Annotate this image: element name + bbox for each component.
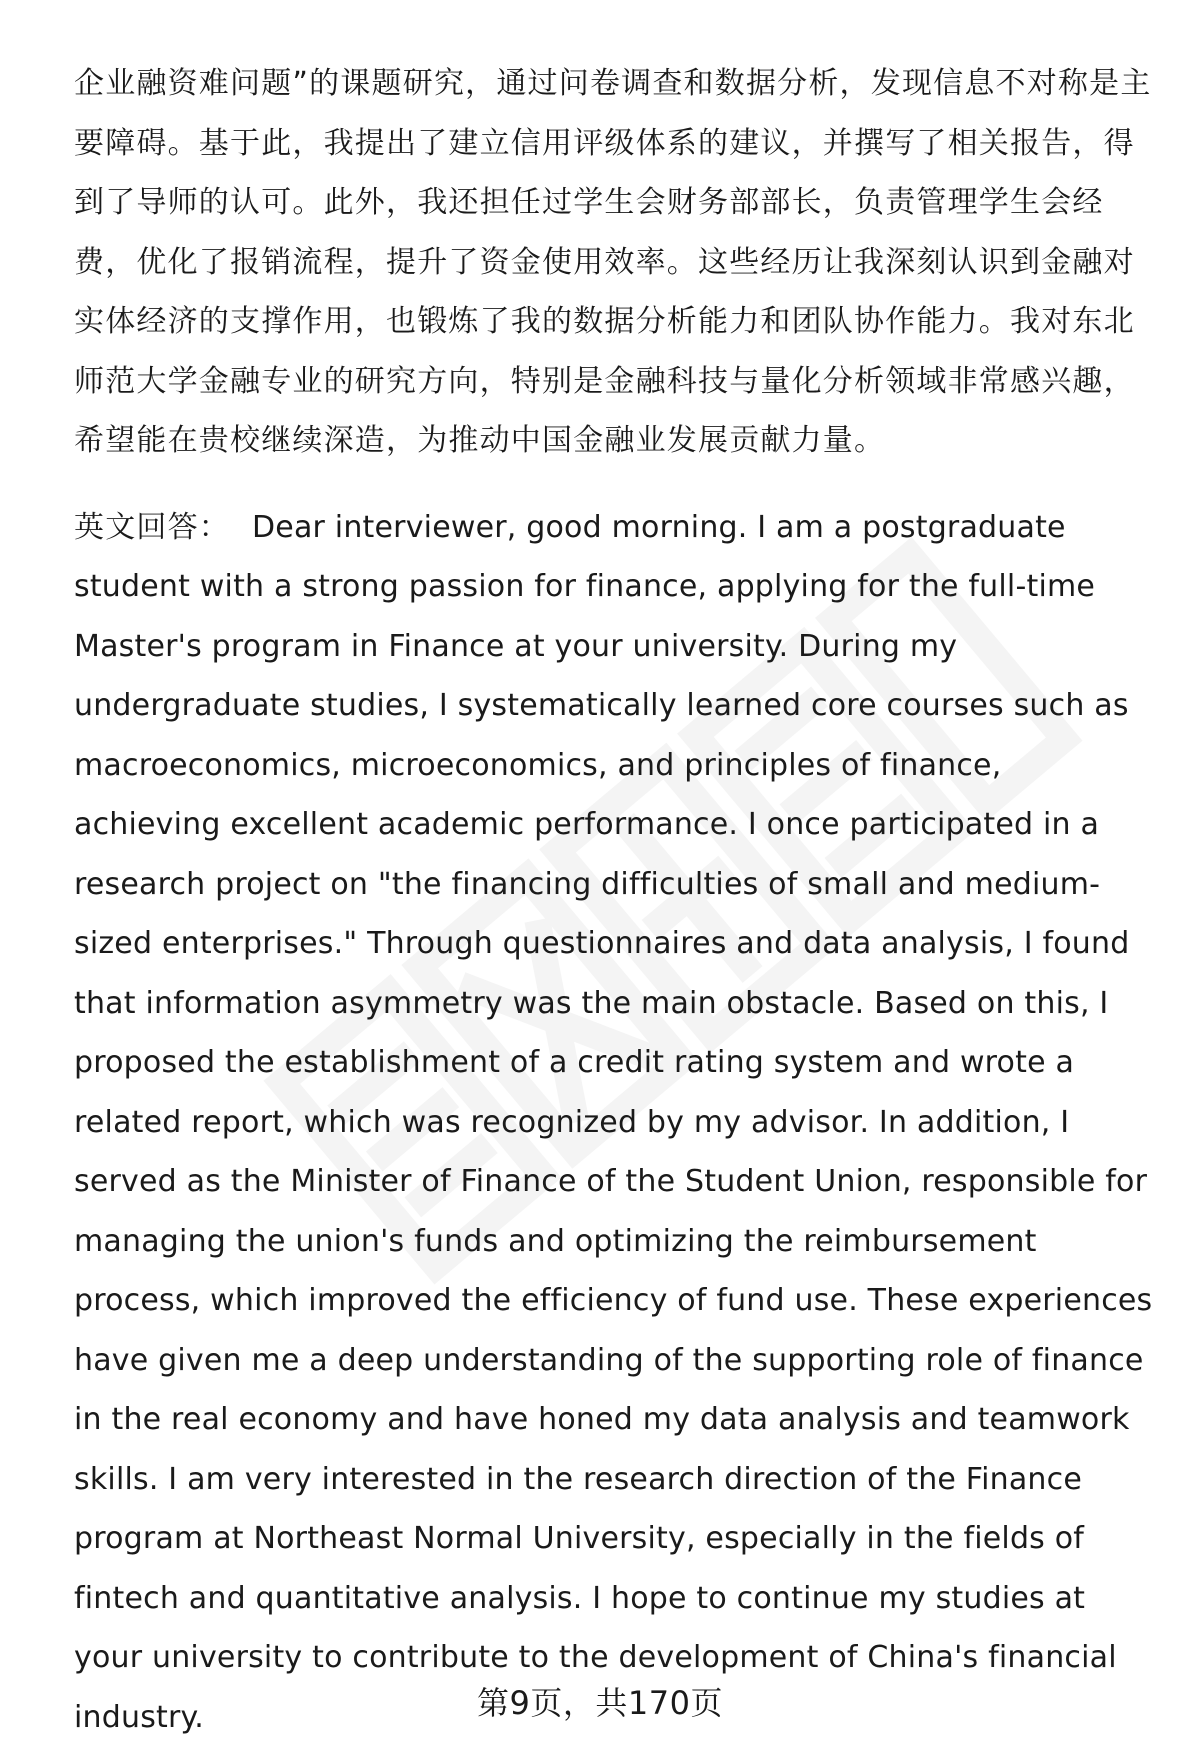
english-answer-label: 英文回答： (74, 509, 230, 545)
page-number-footer: 第9页，共170页 (477, 1684, 723, 1722)
document-page (74, 54, 1154, 1747)
english-answer-text: Dear interviewer, good morning. I am a postgraduate student with a strong passion for finance, applying for the full-time Master's program in Finance at your university. During my undergraduate studies, I systematically learned core courses such as macroeconomics, microeconomics, and principles of finance, achieving excellent academic performance. I once participated in a research project on "the financing difficulties of small and medium-sized enterprises." Through questionnaires and data analysis, I found that information asymmetry was the main obstacle. Based on this, I proposed the establishment of a credit rating system and wrote a related report, which was recognized by my advisor. In addition, I served as the Minister of Finance of the Student Union, responsible for managing the union's funds and optimizing the reimbursement process, which improved the efficiency of fund use. These experiences have given me a deep understanding of the supporting role of finance in the real economy and have honed my data analysis and teamwork skills. I am very interested in the research direction of the Finance program at Northeast Normal University, especially in the fields of fintech and quantitative analysis. I hope to continue my studies at your university to contribute to the development of China's financial industry. (74, 509, 1153, 1735)
english-answer-paragraph (74, 498, 1154, 1748)
chinese-answer-paragraph: 企业融资难问题”的课题研究，通过问卷调查和数据分析，发现信息不对称是主要障碍。基于此，我提出了建立信用评级体系的建议，并撰写了相关报告，得到了导师的认可。此外，我还担任过学生会财务部部长，负责管理学生会经费，优化了报销流程，提升了资金使用效率。这些经历让我深刻认识到金融对实体经济的支撑作用，也锻炼了我的数据分析能力和团队协作能力。我对东北师范大学金融专业的研究方向，特别是金融科技与量化分析领域非常感兴趣，希望能在贵校继续深造，为推动中国金融业发展贡献力量。 (74, 66, 1152, 458)
